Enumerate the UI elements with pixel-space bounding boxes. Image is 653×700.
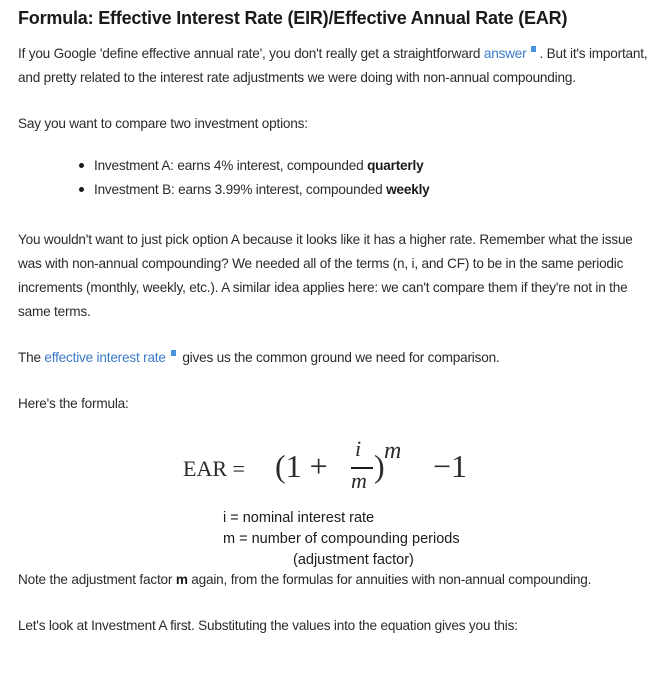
ear-equation <box>183 436 513 502</box>
fraction-numerator: i <box>355 436 362 461</box>
equation-close: ) <box>374 448 385 484</box>
legend-i: i = nominal interest rate <box>223 510 375 526</box>
fraction-denominator: m <box>351 468 367 493</box>
equation-exponent: m <box>384 438 402 464</box>
equation-tail: −1 <box>433 448 468 484</box>
compare-intro: Say you want to compare two investment options: <box>18 116 308 131</box>
investment-list <box>18 154 648 202</box>
answer-link[interactable]: answer <box>483 46 527 61</box>
effective-interest-rate-link[interactable]: effective interest rate <box>44 350 166 365</box>
link-flag-icon <box>531 46 536 52</box>
lets-look-paragraph: Let's look at Investment A first. Substituting the values into the equation gives you this: <box>18 618 518 633</box>
equation-lhs: EAR = <box>183 456 245 481</box>
legend-m-note: (adjustment factor) <box>293 552 414 568</box>
intro-paragraph <box>18 42 648 90</box>
equation-open: (1 + <box>275 448 328 484</box>
list-item-investment-a: Investment A: earns 4% interest, compounded quarterly <box>94 154 648 178</box>
formula-intro: Here's the formula: <box>18 396 129 411</box>
section-heading: Formula: Effective Interest Rate (EIR)/Effective Annual Rate (EAR) <box>18 8 568 28</box>
link-flag-icon <box>171 350 176 356</box>
legend-m: m = number of compounding periods <box>223 531 460 547</box>
explanation-paragraph: You wouldn't want to just pick option A because it looks like it has a higher rate. Remember what the issue was with non-annual compounding? We needed all of the terms (n, i, and CF) to be in the same periodic increments (monthly, weekly, etc.). A similar idea applies here: we can't compare them if they're not in the same terms. <box>18 232 633 319</box>
eir-paragraph: The effective interest rate gives us the common ground we need for comparison. <box>18 350 500 365</box>
ear-formula-block <box>18 430 648 568</box>
formula-legend <box>223 508 460 571</box>
list-item-investment-b: Investment B: earns 3.99% interest, compounded weekly <box>94 178 648 202</box>
intro-text-before: If you Google 'define effective annual rate', you don't really get a straightforward <box>18 46 484 61</box>
note-paragraph: Note the adjustment factor m again, from the formulas for annuities with non-annual compounding. <box>18 572 592 587</box>
document <box>18 6 648 638</box>
intro-text-after: . But it's important, and pretty related to the interest rate adjustments we were doing with non-annual compounding. <box>18 46 648 85</box>
